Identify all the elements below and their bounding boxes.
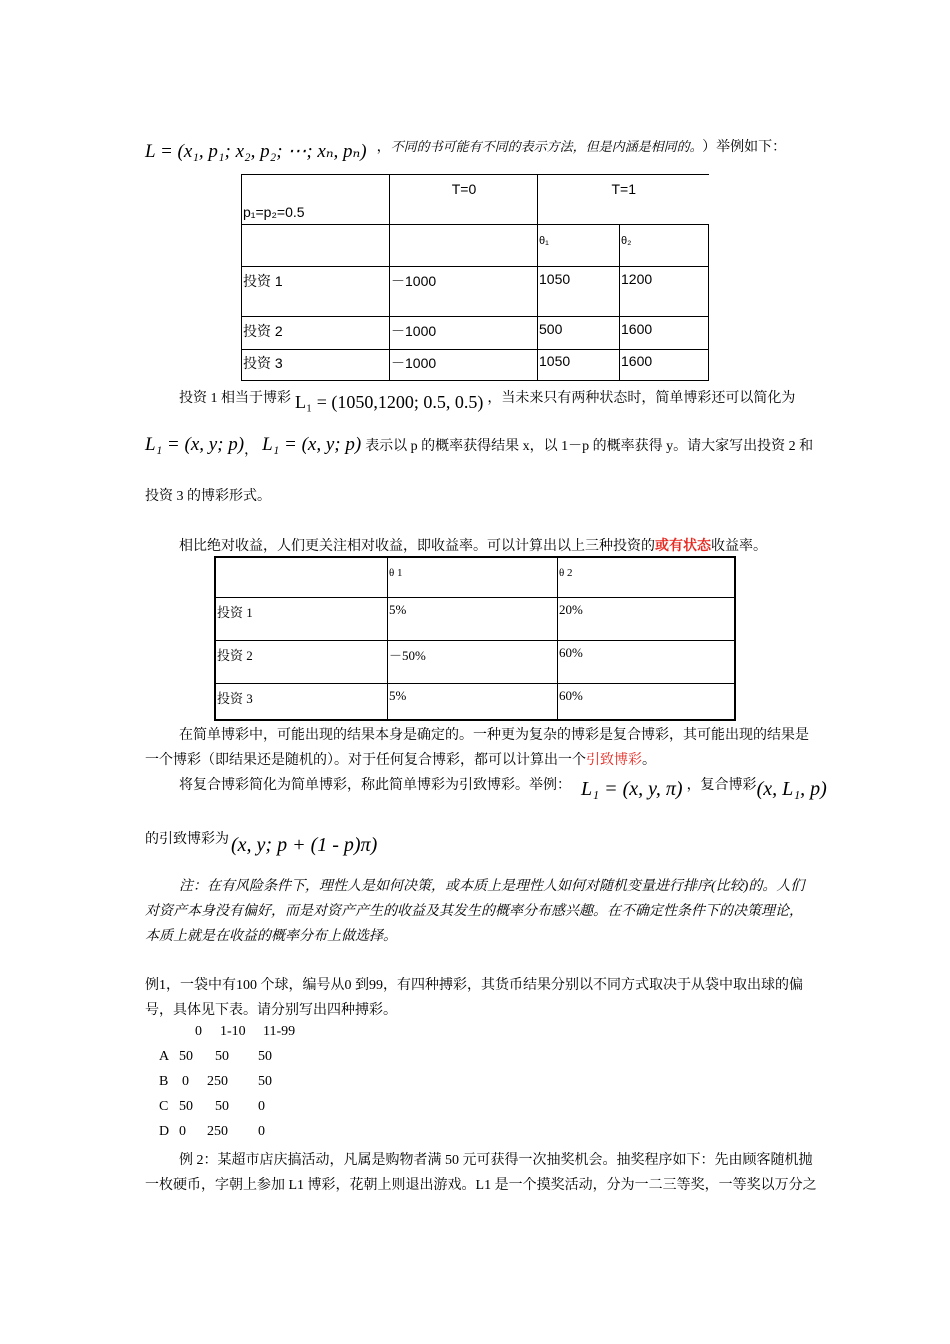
t1-header: T=1 xyxy=(611,181,636,197)
para4-formula1: L₁ = (x, y, π) xyxy=(581,778,683,800)
theta1-cell xyxy=(538,225,620,267)
note-line1: 注：在有风险条件下，理性人是如何决策，或本质上是理性人如何对随机变量进行排序(比较)的。人们 xyxy=(179,879,805,894)
table-row xyxy=(215,683,735,720)
note-line3: 本质上就是在收益的概率分布上做选择。 xyxy=(145,929,397,944)
para1-formula1: L₁ = (1050,1200; 0.5, 0.5) xyxy=(295,392,484,412)
grid-cell: 50 xyxy=(179,1049,193,1064)
para1-line3: 投资 3 的博彩形式。 xyxy=(145,489,271,504)
theta1-value: 5% xyxy=(388,597,558,640)
para4-line2 xyxy=(145,828,377,857)
para3-line1: 在简单博彩中，可能出现的结果本身是确定的。一种更为复杂的博彩是复合博彩，其可能出现的结果是 xyxy=(179,728,809,743)
para1-sep: ， xyxy=(244,443,259,458)
t0-value: －1000 xyxy=(390,267,538,317)
grid-cell: 50 xyxy=(215,1099,229,1114)
theta2-label: θ₂ xyxy=(621,235,632,247)
example2-line1: 例 2：某超市店庆搞活动，凡属是购物者满 50 元可获得一次抽奖机会。抽奖程序如下：先由顾客随机抛 xyxy=(179,1153,813,1168)
grid-row-label: A xyxy=(159,1049,170,1064)
italic-note: 不同的书可能有不同的表示方法，但是内涵是相同的。 xyxy=(390,139,697,154)
row-name: 投资 2 xyxy=(242,317,390,350)
t0-header: T=0 xyxy=(451,181,477,197)
theta1-label: θ 1 xyxy=(389,567,403,579)
para1-line2 xyxy=(145,434,813,459)
lottery-general-form-line xyxy=(145,136,786,163)
empty-cell xyxy=(242,225,390,267)
para4-formula3: (x, y; p + (1 - p)π) xyxy=(231,834,378,856)
para1-formula3: L₁ = (x, y; p) xyxy=(262,434,362,455)
theta1-value: 1050 xyxy=(538,267,620,317)
para3-line2-end: 。 xyxy=(642,753,656,768)
theta2-value: 1600 xyxy=(620,350,709,381)
para2-red: 或有状态 xyxy=(655,539,711,554)
theta1-value: 500 xyxy=(538,317,620,350)
row-name: 投资 3 xyxy=(242,350,390,381)
t0-value: －1000 xyxy=(390,317,538,350)
line1-tail: ）举例如下： xyxy=(702,140,787,155)
general-lottery-formula: L = (x₁, p₁; x₂, p₂; ⋯; xₙ, pₙ) xyxy=(145,141,367,162)
para1-desc: 表示以 p 的概率获得结果 x，以 1－p 的概率获得 y。请大家写出投资 2 和 xyxy=(365,439,814,454)
table-row xyxy=(242,317,709,350)
table-row xyxy=(215,597,735,640)
note-line2: 对资产本身没有偏好，而是对资产产生的收益及其发生的概率分布感兴趣。在不确定性条件下的决策理论， xyxy=(145,904,803,919)
grid-cell: 0 xyxy=(258,1124,265,1139)
example2-line2: 一枚硬币，字朝上参加 L1 博彩，花朝上则退出游戏。L1 是一个摸奖活动，分为一二三等奖，一等奖以万分之 xyxy=(145,1178,817,1193)
para1-start: 投资 1 相当于博彩 xyxy=(179,391,291,406)
grid-cell: 0 xyxy=(258,1099,265,1114)
theta1-value: 1050 xyxy=(538,350,620,381)
row-name: 投资 1 xyxy=(242,267,390,317)
para3-line2 xyxy=(145,749,656,769)
row-name: 投资 3 xyxy=(215,683,388,720)
prob-header-cell xyxy=(242,175,390,225)
theta2-value: 20% xyxy=(558,597,736,640)
prob-header: p₁=p₂=0.5 xyxy=(243,204,305,220)
comma: ， xyxy=(376,140,391,155)
theta2-value: 60% xyxy=(558,640,736,683)
theta2-value: 1200 xyxy=(620,267,709,317)
example1-line2: 号，具体见下表。请分别写出四种搏彩。 xyxy=(145,1003,397,1018)
para4-formula2: (x, L₁, p) xyxy=(756,778,827,800)
para4-start: 将复合博彩简化为简单博彩，称此简单博彩为引致博彩。举例： xyxy=(179,778,571,793)
para1-formula2: L₁ = (x, y; p) xyxy=(145,434,245,455)
t1-header-cell xyxy=(538,175,709,225)
para1-mid: ，当未来只有两种状态时，简单博彩还可以简化为 xyxy=(487,391,796,406)
theta2-label: θ 2 xyxy=(559,567,573,579)
para3-red: 引致博彩 xyxy=(586,753,642,768)
para4-line1 xyxy=(179,774,827,801)
row-name: 投资 2 xyxy=(215,640,388,683)
return-rate-table xyxy=(214,556,736,721)
grid-row-label: C xyxy=(159,1099,169,1114)
grid-cell: 50 xyxy=(258,1074,272,1089)
example1-line1: 例1，一袋中有100 个球，编号从0 到99，有四种搏彩，其货币结果分别以不同方式取决于从袋中取出球的偏 xyxy=(145,978,803,993)
grid-cell: 50 xyxy=(258,1049,272,1064)
grid-cell: 250 xyxy=(207,1124,228,1139)
theta2-value: 1600 xyxy=(620,317,709,350)
row-name: 投资 1 xyxy=(215,597,388,640)
para1-line1 xyxy=(179,387,795,413)
theta1-value: －50% xyxy=(388,640,558,683)
theta1-cell xyxy=(388,557,558,597)
grid-cell: 0 xyxy=(179,1124,186,1139)
theta1-label: θ₁ xyxy=(539,235,549,247)
grid-header-cell: 0 xyxy=(195,1024,202,1039)
theta2-cell xyxy=(620,225,709,267)
theta2-value: 60% xyxy=(558,683,736,720)
grid-cell: 50 xyxy=(215,1049,229,1064)
investment-payoff-table xyxy=(241,174,709,381)
para4-line2-text: 的引致博彩为 xyxy=(145,832,229,847)
para2-start: 相比绝对收益，人们更关注相对收益，即收益率。可以计算出以上三种投资的 xyxy=(179,539,655,554)
grid-header-cell: 11-99 xyxy=(263,1024,296,1039)
empty-cell xyxy=(215,557,388,597)
para2 xyxy=(179,535,767,555)
theta2-cell xyxy=(558,557,736,597)
empty-cell xyxy=(390,225,538,267)
grid-cell: 250 xyxy=(207,1074,228,1089)
para2-end: 收益率。 xyxy=(711,539,767,554)
table-row xyxy=(242,350,709,381)
t0-header-cell xyxy=(390,175,538,225)
grid-cell: 0 xyxy=(182,1074,189,1089)
para4-mid: ，复合博彩 xyxy=(686,778,757,793)
para3-line2-start: 一个博彩（即结果还是随机的）。对于任何复合博彩，都可以计算出一个 xyxy=(145,753,586,768)
table-row xyxy=(242,267,709,317)
t0-value: －1000 xyxy=(390,350,538,381)
grid-row-label: D xyxy=(159,1124,170,1139)
grid-row-label: B xyxy=(159,1074,169,1089)
theta1-value: 5% xyxy=(388,683,558,720)
table-row xyxy=(215,640,735,683)
grid-cell: 50 xyxy=(179,1099,193,1114)
grid-header-cell: 1-10 xyxy=(220,1024,246,1039)
